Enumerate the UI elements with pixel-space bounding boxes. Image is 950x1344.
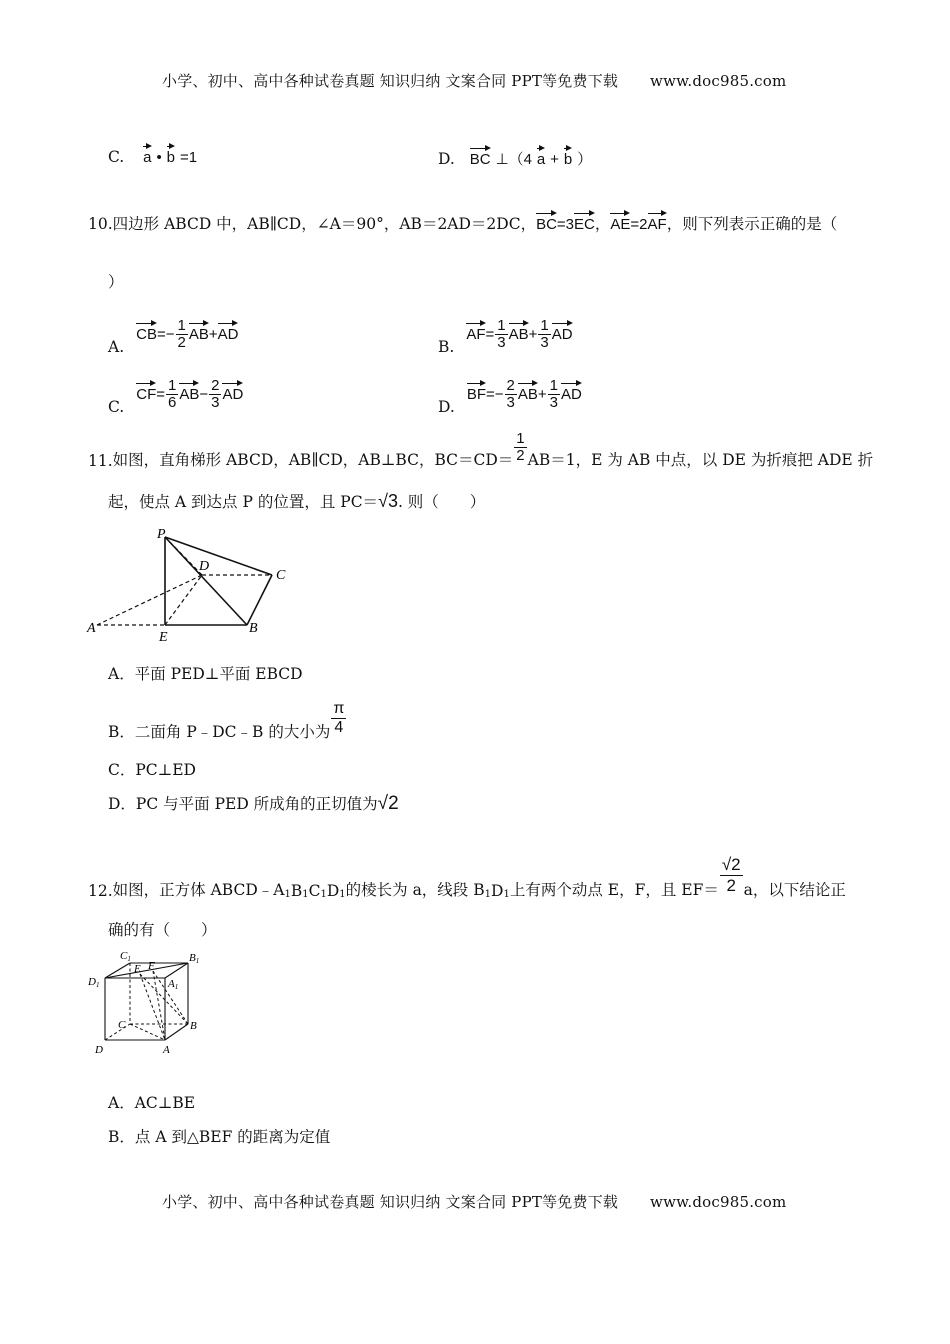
page-footer (162, 1191, 786, 1212)
fraction-denominator: 2 (177, 333, 186, 351)
question-text: 四边形 ABCD 中，AB∥CD，∠A＝90°，AB＝2AD＝2DC， (112, 215, 537, 233)
question-text: . 则（ ） (397, 493, 486, 511)
label-b: B (249, 621, 258, 636)
fraction-numerator: 1 (177, 316, 186, 334)
label-a1: A1 (168, 978, 179, 991)
fraction-denominator: 3 (497, 333, 506, 351)
option-label: A. (108, 338, 125, 356)
q11-option-c: C．PC⊥ED (108, 761, 196, 779)
label-c: C (276, 568, 286, 583)
vector-bc: BC (469, 151, 491, 168)
eq-text: =− (485, 385, 504, 403)
q12-option-b: B．点 A 到△BEF 的距离为定值 (108, 1128, 331, 1146)
vector-ad: AD (551, 325, 573, 343)
q12-stem-line1 (88, 852, 846, 900)
vector-ab: AB (179, 385, 200, 403)
question-text: 如图，正方体 ABCD﹣A (112, 881, 285, 899)
fraction (514, 431, 526, 464)
operator: + (528, 325, 538, 343)
label-p: P (157, 527, 166, 542)
fraction-denominator: 3 (549, 393, 558, 411)
vector-bc: BC (536, 216, 557, 233)
vector-a: a (536, 151, 546, 168)
fraction-numerator: 1 (516, 430, 525, 447)
option-label: D. (438, 150, 455, 168)
q11-option-b (108, 694, 347, 742)
fraction-denominator: 3 (211, 393, 220, 411)
label-e: E (159, 630, 168, 644)
subscript: 1 (320, 889, 327, 900)
q11-option-a: A．平面 PED⊥平面 EBCD (108, 665, 303, 683)
question-text: B (290, 882, 303, 900)
dot-operator: • (156, 149, 162, 166)
fraction (505, 378, 517, 411)
question-text: C (308, 882, 321, 900)
fraction (495, 318, 507, 351)
q12-figure (85, 948, 210, 1058)
comma: ， (594, 215, 611, 233)
edge-eb (140, 974, 188, 1024)
question-text: ） (108, 273, 124, 291)
eq-text: = (485, 325, 495, 343)
edge-pb (165, 537, 247, 625)
close-paren: ） (577, 151, 593, 168)
fraction-numerator: 1 (540, 316, 549, 334)
question-number: 11. (88, 452, 113, 470)
subscript: 1 (484, 889, 492, 900)
vector-ad: AD (217, 325, 239, 343)
vector-b: b (563, 151, 573, 168)
fraction (331, 700, 346, 737)
label-f: F (148, 960, 155, 972)
question-text: ，则下列表示正确的是（ (666, 215, 838, 233)
label-d: D (95, 1044, 103, 1056)
fraction-numerator: π (333, 699, 345, 717)
option-label: C. (108, 398, 125, 416)
edge-ed (165, 575, 202, 625)
q10-option-b (438, 312, 573, 356)
edge-fa (153, 971, 165, 1040)
label-e: E (134, 963, 141, 975)
eq-text: =2 (630, 216, 648, 233)
fraction (538, 318, 550, 351)
edge-ad (97, 575, 202, 625)
fraction (209, 378, 221, 411)
label-d1: D1 (88, 976, 100, 989)
vector-ab: AB (188, 325, 209, 343)
fraction-denominator: 3 (506, 393, 515, 411)
vector-ab: AB (517, 385, 538, 403)
option-text: D．PC 与平面 PED 所成角的正切值为 (108, 795, 378, 813)
q10-stem-line1 (88, 212, 837, 234)
subscript: 1 (339, 889, 346, 900)
q10-option-a (108, 312, 238, 356)
q10-stem-line2 (108, 270, 124, 292)
eq-text: =3 (556, 216, 575, 233)
edge-pc (165, 537, 272, 575)
fraction-denominator: 3 (540, 333, 549, 351)
subscript: 1 (284, 889, 291, 900)
operator: + (208, 325, 218, 343)
vector-af: AF (466, 325, 486, 343)
question-text: D (326, 882, 340, 900)
equation-rhs: =1 (179, 149, 198, 166)
q12-stem-line2: 确的有（ ） (108, 921, 217, 939)
header-url: www.doc985.com (650, 72, 787, 90)
option-label: D. (438, 398, 455, 416)
fraction-numerator: 1 (168, 376, 177, 394)
fraction (548, 378, 560, 411)
question-text: D (491, 882, 504, 900)
label-d: D (199, 559, 210, 574)
fraction-numerator: 1 (497, 316, 506, 334)
q9-option-c (108, 148, 197, 166)
vector-af: AF (647, 216, 667, 233)
fraction-numerator: √2 (721, 855, 741, 874)
operator: − (199, 385, 209, 403)
edge-ea (140, 974, 165, 1040)
fraction-numerator: 2 (211, 376, 220, 394)
vector-b: b (166, 149, 175, 166)
question-text: AB＝1，E 为 AB 中点，以 DE 为折痕把 ADE 折 (527, 451, 874, 469)
question-text: 如图，直角梯形 ABCD，AB∥CD，AB⊥BC，BC＝CD＝ (112, 451, 514, 469)
vector-ab: AB (508, 325, 529, 343)
question-text: 上有两个动点 E，F，且 EF＝ (509, 881, 719, 899)
fraction-denominator: 4 (334, 718, 344, 736)
question-text: a，以下结论正 (743, 881, 846, 899)
subscript: 1 (302, 889, 309, 900)
fraction-denominator: 2 (726, 876, 736, 895)
question-text: 的棱长为 a，线段 B (345, 881, 485, 899)
fraction-numerator: 1 (549, 376, 558, 394)
label-c1: C1 (120, 950, 131, 963)
q9-option-d (438, 148, 592, 169)
option-label: C. (108, 148, 125, 166)
header-text: 小学、初中、高中各种试卷真题 知识归纳 文案合同 PPT等免费下载 (162, 72, 619, 90)
option-label: B. (438, 338, 455, 356)
fraction-denominator: 2 (516, 447, 525, 464)
vector-ae: AE (610, 216, 631, 233)
fraction-numerator: 2 (506, 376, 515, 394)
q10-option-c (108, 372, 243, 416)
q12-option-a: A．AC⊥BE (108, 1094, 196, 1112)
fraction-denominator: 6 (168, 393, 177, 411)
label-b: B (190, 1020, 197, 1032)
eq-text: =− (156, 325, 175, 343)
edge-bc (247, 575, 272, 625)
question-text: 起，使点 A 到达点 P 的位置，且 PC＝ (108, 493, 379, 511)
sqrt-value: √2 (377, 793, 399, 814)
footer-url: www.doc985.com (650, 1193, 787, 1211)
perp-expression: ⊥（4 (495, 151, 532, 168)
eq-text: = (156, 385, 165, 403)
footer-text: 小学、初中、高中各种试卷真题 知识归纳 文案合同 PPT等免费下载 (162, 1193, 619, 1211)
q11-stem-line1 (88, 428, 873, 470)
fraction (176, 318, 188, 351)
label-b1: B1 (189, 952, 200, 965)
vector-a: a (143, 149, 152, 166)
vector-ad: AD (560, 385, 582, 403)
label-c: C (118, 1019, 126, 1031)
label-a: A (163, 1044, 170, 1056)
q11-option-d (108, 792, 399, 815)
vector-cf: CF (136, 385, 157, 403)
question-number: 12. (88, 882, 113, 900)
edge-ab (165, 1024, 188, 1040)
operator: + (537, 385, 547, 403)
fraction (166, 378, 178, 411)
vector-bf: BF (466, 385, 486, 403)
vector-ec: EC (574, 216, 595, 233)
vector-ad: AD (222, 385, 244, 403)
plus-operator: + (550, 151, 559, 168)
q10-option-d (438, 372, 582, 416)
page-header (162, 70, 786, 91)
vector-cb: CB (136, 325, 157, 343)
label-a: A (87, 621, 96, 636)
fraction (720, 855, 743, 896)
question-number: 10. (88, 215, 113, 233)
subscript: 1 (503, 889, 510, 900)
q11-figure (85, 522, 300, 644)
option-text: B．二面角 P﹣DC﹣B 的大小为 (108, 723, 331, 741)
q11-stem-line2 (108, 490, 485, 512)
sqrt-value: √3 (378, 491, 398, 511)
